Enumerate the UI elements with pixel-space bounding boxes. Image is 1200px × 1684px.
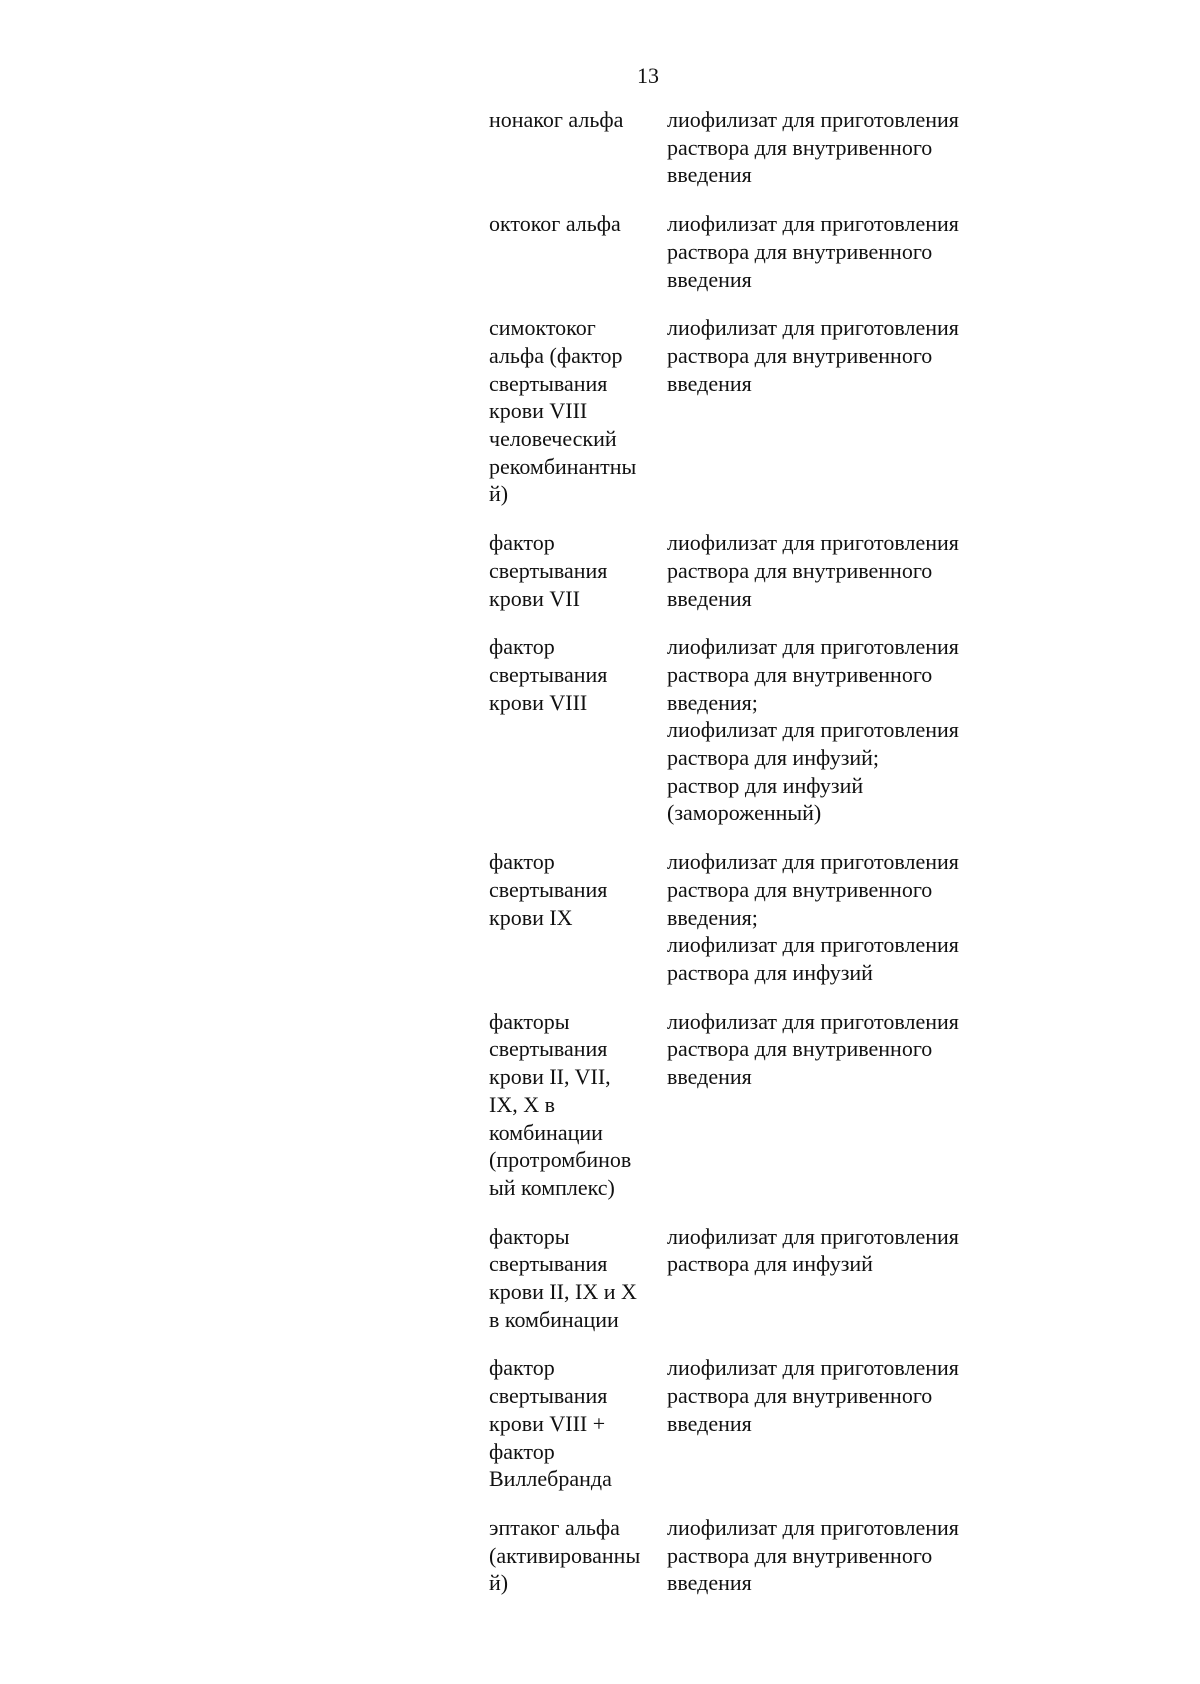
dosage-form: лиофилизат для приготовления раствора для внутривенного введения <box>667 1008 959 1090</box>
table-row <box>489 529 1049 612</box>
table-row <box>489 314 1049 508</box>
table-row <box>489 1514 1049 1597</box>
dosage-form: лиофилизат для приготовления раствора для внутривенного введения; лиофилизат для приготовления раствора для инфузий; раствор для инфузий (замороженный) <box>667 634 959 826</box>
table-row <box>489 1008 1049 1202</box>
table-row <box>489 106 1049 189</box>
page-number: 13 <box>637 63 659 88</box>
drug-name: октоког альфа <box>489 211 621 237</box>
dosage-form: лиофилизат для приготовления раствора для инфузий <box>667 1223 959 1277</box>
dosage-form: лиофилизат для приготовления раствора для внутривенного введения <box>667 1355 959 1436</box>
drug-name: факторы свертывания крови II, IX и X в комбинации <box>489 1223 637 1332</box>
drug-name: фактор свертывания крови VII <box>489 530 608 611</box>
drug-name: симоктоког альфа (фактор свертывания крови VIII человеческий рекомбинантны й) <box>489 315 637 507</box>
table-row <box>489 1223 1049 1334</box>
table-row <box>489 210 1049 293</box>
drug-name: нонаког альфа <box>489 107 624 132</box>
drug-name: фактор свертывания крови VIII <box>489 634 608 715</box>
dosage-form: лиофилизат для приготовления раствора для внутривенного введения <box>667 211 959 292</box>
drug-table <box>489 106 1049 1597</box>
dosage-form: лиофилизат для приготовления раствора для внутривенного введения <box>667 315 959 396</box>
dosage-form: лиофилизат для приготовления раствора для внутривенного введения <box>667 1514 959 1596</box>
drug-name: фактор свертывания крови VIII + фактор Виллебранда <box>489 1355 612 1492</box>
dosage-form: лиофилизат для приготовления раствора для внутривенного введения <box>667 107 959 188</box>
dosage-form: лиофилизат для приготовления раствора для внутривенного введения; лиофилизат для приготовления раствора для инфузий <box>667 849 959 985</box>
dosage-form: лиофилизат для приготовления раствора для внутривенного введения <box>667 530 959 611</box>
table-row <box>489 1354 1049 1493</box>
drug-name: фактор свертывания крови IX <box>489 849 608 930</box>
drug-name: эптаког альфа (активированны й) <box>489 1514 641 1596</box>
drug-name: факторы свертывания крови II, VII, IX, X в комбинации (протромбинов ый комплекс) <box>489 1008 632 1200</box>
table-row <box>489 848 1049 987</box>
table-row <box>489 633 1049 827</box>
